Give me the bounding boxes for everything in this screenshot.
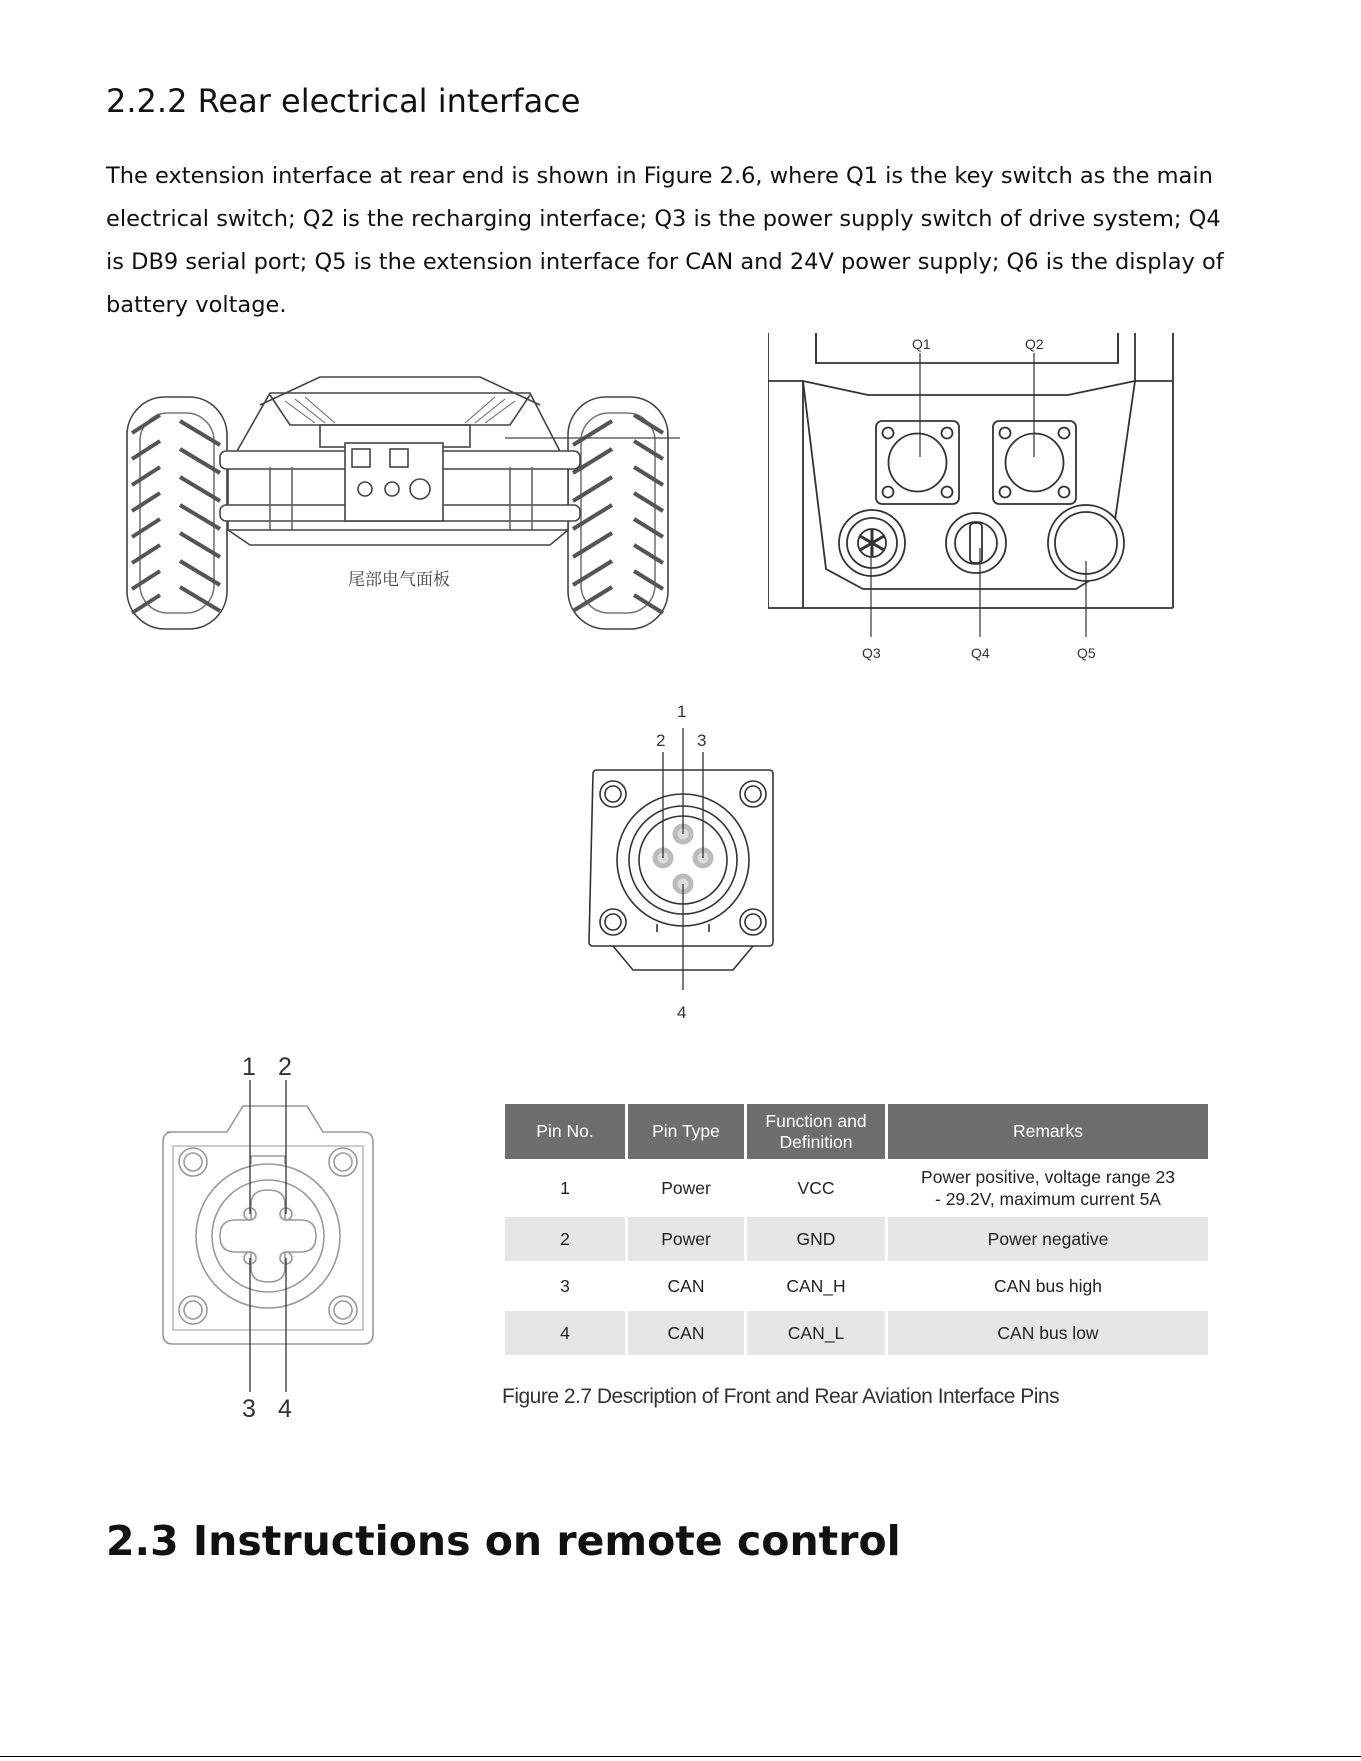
header-pin-type: Pin Type [628,1104,744,1159]
page-bottom-rule [0,1756,1361,1757]
cell-type: Power [661,1178,711,1198]
rear-panel-figure [768,333,1178,663]
table-row [505,1217,1208,1261]
cell-pin: 1 [560,1178,570,1198]
section-heading: 2.3 Instructions on remote control [106,1517,901,1565]
section-heading: 2.2.2 Rear electrical interface [106,82,581,120]
pin-label-3: 3 [242,1395,256,1420]
cell-function: CAN_L [747,1311,885,1355]
label-q3: Q3 [862,645,881,661]
cell-function: CAN_H [786,1276,846,1296]
connector-top-figure [585,700,785,1025]
connector-bottom-figure [155,1050,385,1420]
table-row [505,1311,1208,1355]
pin-label-3: 3 [697,731,707,750]
cell-type: Power [628,1217,744,1261]
cell-remarks: Power positive, voltage range 23 - 29.2V, maximum current 5A [921,1167,1175,1209]
cell-remarks: Power negative [888,1217,1208,1261]
label-q2: Q2 [1025,336,1044,352]
cell-function: VCC [797,1178,835,1198]
header-function: Function and Definition [747,1104,885,1159]
label-q5: Q5 [1077,645,1096,661]
pin-label-4: 4 [278,1395,292,1420]
pin-label-2: 2 [656,731,666,750]
robot-rear-view-figure [120,355,680,645]
pin-table [502,1101,1211,1358]
cell-remarks: CAN bus high [994,1276,1102,1296]
table-row [505,1162,1208,1214]
table-row [505,1264,1208,1308]
cell-function: GND [747,1217,885,1261]
cell-remarks: CAN bus low [888,1311,1208,1355]
figure-caption: Figure 2.7 Description of Front and Rear Aviation Interface Pins [502,1385,1060,1408]
cell-pin: 4 [505,1311,625,1355]
pin-label-2: 2 [278,1053,292,1081]
cell-pin: 3 [560,1276,570,1296]
cell-type: CAN [667,1276,705,1296]
panel-label: 尾部电气面板 [348,570,450,589]
cell-pin: 2 [505,1217,625,1261]
label-q1: Q1 [912,336,931,352]
pin-label-1: 1 [242,1053,256,1081]
intro-paragraph: The extension interface at rear end is shown in Figure 2.6, where Q1 is the key switch as the main electrical switch; Q2 is the recharging interface; Q3 is the power supply switch of drive system; Q4 is DB9 serial port; Q5 is the extension interface for CAN and 24V power supply; Q6 is the display of battery voltage. [106,163,1224,318]
label-q4: Q4 [971,645,990,661]
cell-type: CAN [628,1311,744,1355]
header-pin-no: Pin No. [505,1104,625,1159]
pin-label-1: 1 [677,702,687,721]
header-remarks: Remarks [888,1104,1208,1159]
table-header-row [505,1104,1208,1159]
pin-label-4: 4 [677,1003,687,1022]
